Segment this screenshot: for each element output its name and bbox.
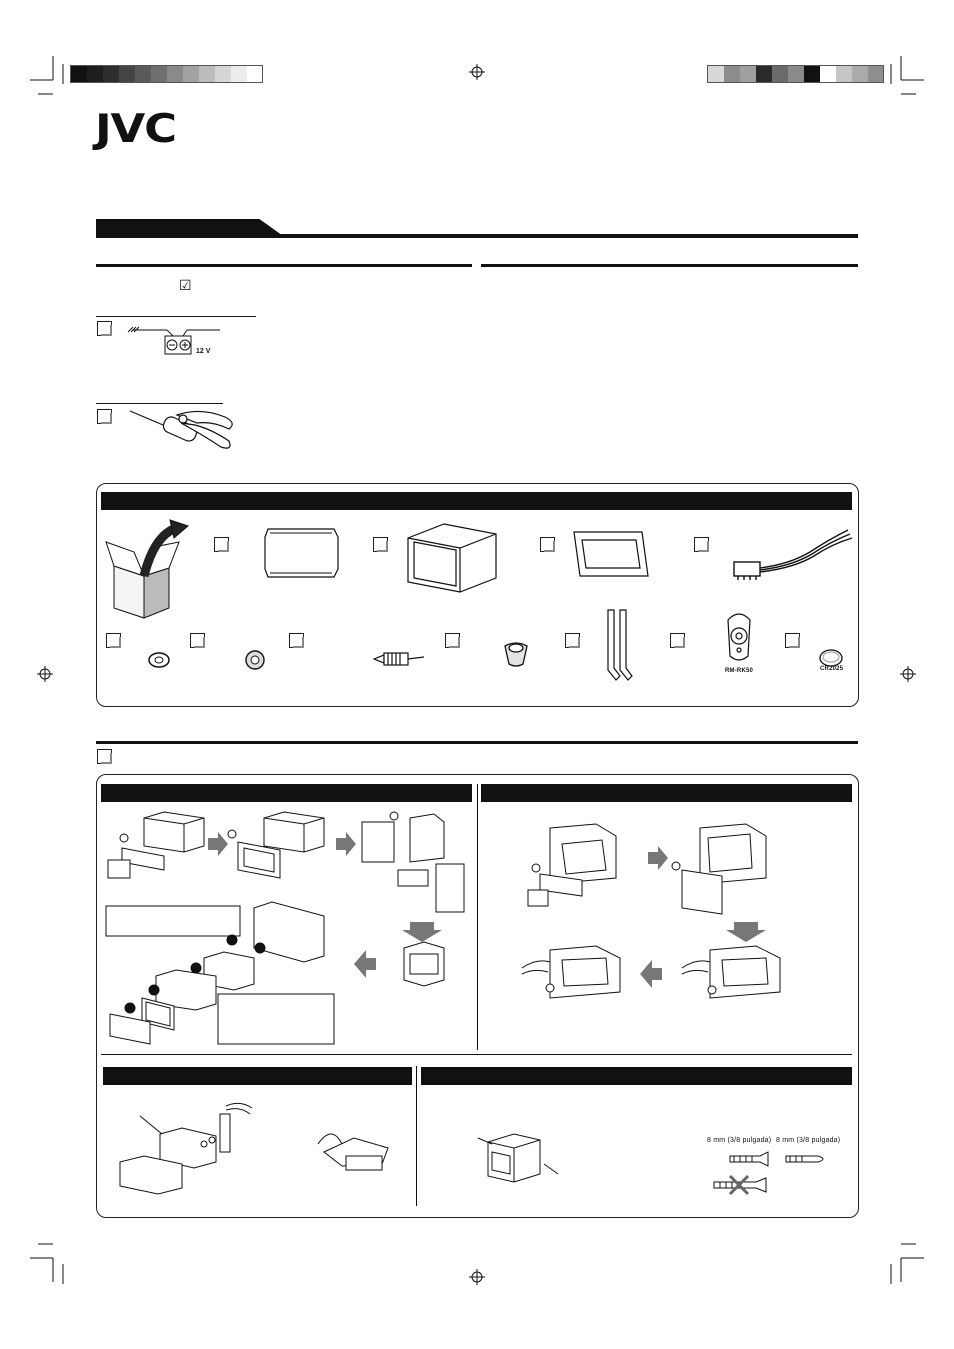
removal-handles-icon: [604, 606, 634, 686]
checkbox-battery[interactable]: [97, 321, 112, 336]
screwdriver-pliers-icon: [125, 407, 245, 452]
screw-spec-label-right: 8 mm (3/8 pulgada): [776, 1137, 841, 1144]
checkbox-trim-plate[interactable]: [540, 537, 555, 552]
checkbox-rubber-cushion[interactable]: [445, 633, 460, 648]
mounting-bracket-diagram: [116, 1100, 416, 1200]
checkbox-wiring-harness[interactable]: [694, 537, 709, 552]
trim-plate-icon: [572, 528, 652, 583]
remote-control-icon: [724, 610, 754, 666]
lower-right-header-bar: [421, 1067, 852, 1085]
lower-divider-vertical: [416, 1066, 417, 1206]
checkbox-washer[interactable]: [106, 633, 121, 648]
washer-icon: [147, 650, 171, 670]
panel-divider-horizontal: [101, 1054, 852, 1055]
checkbox-remote[interactable]: [670, 633, 685, 648]
installation-rule: [96, 741, 858, 744]
battery-cell-label: CR2025: [820, 666, 844, 672]
remote-model-label: RM-RK50: [725, 668, 754, 674]
lock-nut-icon: [243, 647, 267, 673]
tools-rule: [96, 403, 223, 404]
package-box-icon: [104, 516, 194, 616]
panel-divider-vertical: [477, 784, 478, 1050]
checkbox-installation[interactable]: [97, 749, 112, 764]
battery-icon: [125, 322, 245, 362]
checkbox-faceplate[interactable]: [214, 537, 229, 552]
jvc-logo: JVC: [95, 107, 176, 152]
battery-rule: [96, 316, 256, 317]
removal-step-diagrams: [486, 808, 856, 1053]
faceplate-icon: [262, 527, 342, 582]
checkbox-battery-cell[interactable]: [785, 633, 800, 648]
in-dash-header-bar: [101, 784, 472, 802]
accessories-header-bar: [101, 492, 852, 510]
battery-voltage-label: 12 V: [196, 348, 211, 355]
checkbox-lock-nut[interactable]: [190, 633, 205, 648]
column-rule-left: [96, 264, 472, 267]
mounting-sleeve-icon: [404, 522, 504, 592]
checkbox-handles[interactable]: [565, 633, 580, 648]
removal-header-bar: [481, 784, 852, 802]
wiring-harness-icon: [730, 524, 855, 584]
column-rule-right: [481, 264, 858, 267]
screw-icons: [710, 1146, 840, 1206]
in-dash-step-diagrams: [104, 808, 474, 1053]
title-banner-rule: [96, 234, 858, 238]
screw-mounting-diagram: [474, 1126, 574, 1206]
checkbox-tools[interactable]: [97, 409, 112, 424]
check-glyph: ☑: [179, 278, 192, 294]
mounting-bolt-icon: [370, 645, 430, 671]
screw-spec-label-left: 8 mm (3/8 pulgada): [707, 1137, 772, 1144]
lower-left-header-bar: [103, 1067, 412, 1085]
checkbox-mounting-sleeve[interactable]: [373, 537, 388, 552]
rubber-cushion-icon: [501, 640, 531, 670]
checkbox-mounting-bolt[interactable]: [289, 633, 304, 648]
coin-battery-icon: [818, 648, 844, 668]
